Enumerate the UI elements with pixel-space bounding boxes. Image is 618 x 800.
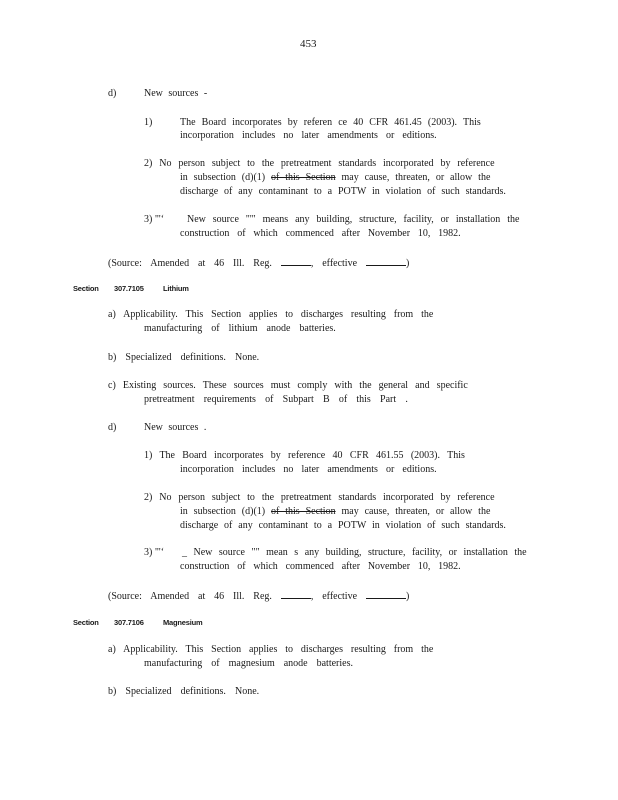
item-1-number: 1) — [144, 117, 153, 128]
source-blank-reg — [281, 256, 311, 266]
item-2-line-3: discharge of any contaminant to a POTW in violation of such standards. — [180, 520, 506, 531]
page-number: 453 — [300, 38, 317, 50]
item-2-line-1: 2) No person subject to the pretreatment standards incorporated by reference — [144, 492, 495, 503]
section-number: 307.7106 — [114, 618, 144, 627]
item-2-text-b: may cause, threaten, or allow the — [335, 172, 491, 183]
applicability-line-2: manufacturing of lithium anode batteries. — [144, 323, 336, 334]
source-text-c: ) — [405, 591, 410, 602]
item-2-text-b: may cause, threaten, or allow the — [335, 506, 491, 517]
item-2-line-1: 2) No person subject to the pretreatment standards incorporated by reference — [144, 158, 495, 169]
item-2-text-a: in subsection (d)(1) — [180, 172, 272, 183]
section-word: Section — [73, 284, 99, 293]
item-2-line-2 — [180, 506, 490, 517]
subsection-d-heading: New sources . — [144, 422, 207, 433]
source-note — [108, 256, 409, 269]
source-note — [108, 589, 409, 602]
source-text-b: , effective — [310, 591, 358, 602]
item-2-text-a: in subsection (d)(1) — [180, 506, 272, 517]
source-text-a: (Source: Amended at 46 Ill. Reg. — [108, 258, 272, 269]
section-word: Section — [73, 618, 99, 627]
struck-text: of this Section — [271, 172, 336, 183]
source-blank-reg — [281, 589, 311, 599]
section-number: 307.7105 — [114, 284, 144, 293]
item-3-line-1: _ New source "" mean s any building, structure, facility, or installation the — [182, 547, 527, 558]
section-title: Magnesium — [163, 618, 203, 627]
item-1-line-1: The Board incorporates by referen ce 40 CFR 461.45 (2003). This — [180, 117, 481, 128]
existing-sources-line-1: c) Existing sources. These sources must comply with the general and specific — [108, 380, 468, 391]
applicability-line-2: manufacturing of magnesium anode batteries. — [144, 658, 353, 669]
specialized-definitions: b) Specialized definitions. None. — [108, 686, 260, 697]
item-1-line-2: incorporation includes no later amendments or editions. — [180, 130, 437, 141]
item-3-prefix: 3) "'‘ — [144, 547, 165, 558]
source-blank-date — [366, 256, 406, 266]
item-1-line-1: 1) The Board incorporates by reference 40 CFR 461.55 (2003). This — [144, 450, 465, 461]
specialized-definitions: b) Specialized definitions. None. — [108, 352, 260, 363]
item-3-line-2: construction of which commenced after November 10, 1982. — [180, 228, 461, 239]
source-text-b: , effective — [310, 258, 358, 269]
subsection-d-heading: New sources - — [144, 88, 208, 99]
subsection-d-label: d) — [108, 422, 117, 433]
item-3-prefix: 3) "'‘ — [144, 214, 165, 225]
subsection-d-label: d) — [108, 88, 117, 99]
item-2-line-2 — [180, 172, 490, 183]
section-title: Lithium — [163, 284, 189, 293]
item-3-line-2: construction of which commenced after November 10, 1982. — [180, 561, 461, 572]
source-text-a: (Source: Amended at 46 Ill. Reg. — [108, 591, 272, 602]
existing-sources-line-2: pretreatment requirements of Subpart B of this Part . — [144, 394, 408, 405]
applicability-line-1: a) Applicability. This Section applies to discharges resulting from the — [108, 309, 434, 320]
item-2-line-3: discharge of any contaminant to a POTW in violation of such standards. — [180, 186, 506, 197]
item-1-line-2: incorporation includes no later amendments or editions. — [180, 464, 437, 475]
applicability-line-1: a) Applicability. This Section applies to discharges resulting from the — [108, 644, 434, 655]
struck-text: of this Section — [271, 506, 336, 517]
item-3-line-1: New source "'" means any building, structure, facility, or installation the — [187, 214, 520, 225]
source-blank-date — [366, 589, 406, 599]
source-text-c: ) — [405, 258, 410, 269]
